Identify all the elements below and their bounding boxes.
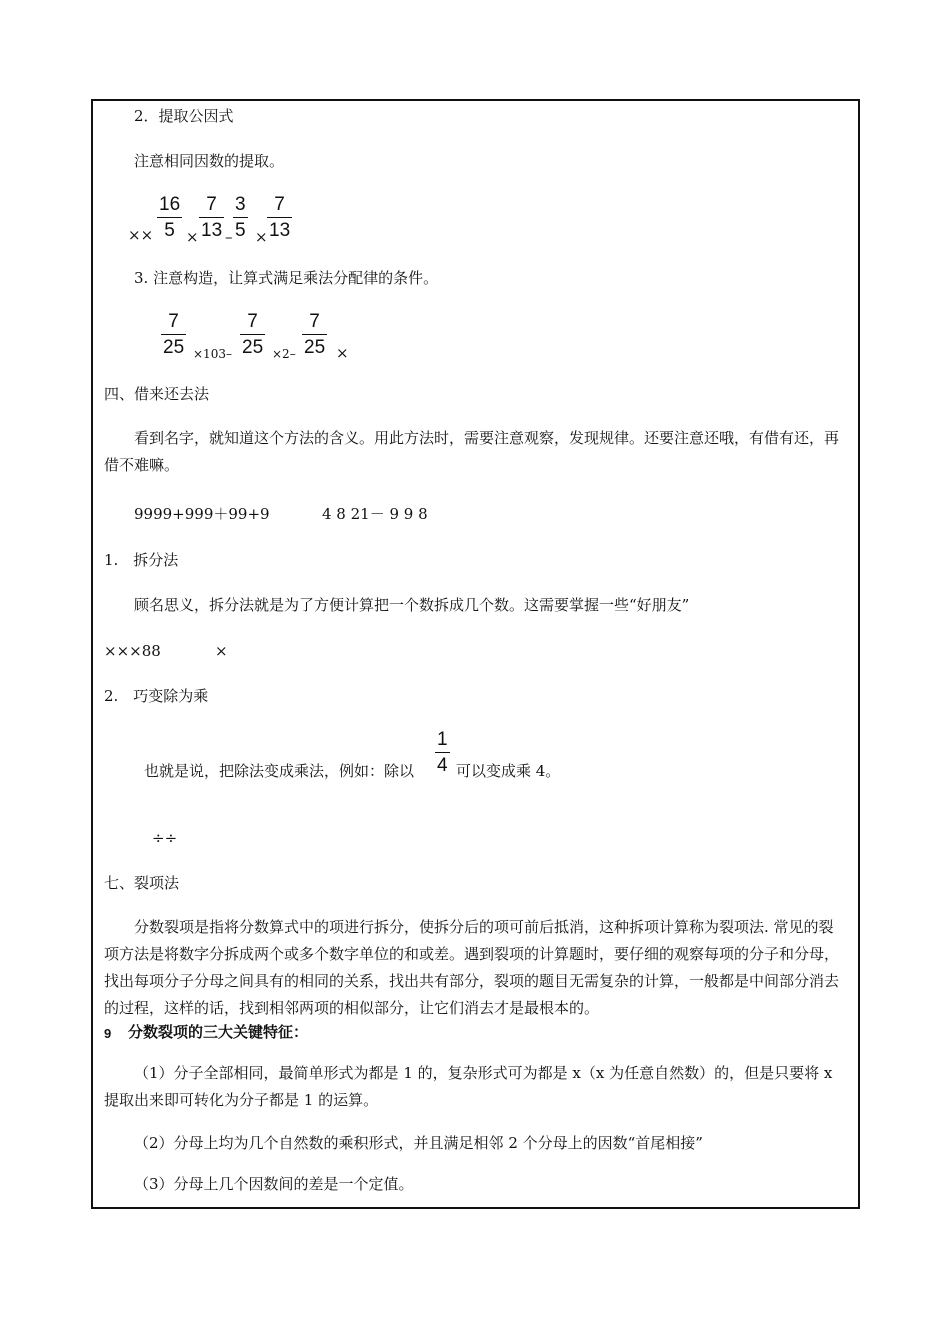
- formula1-fraction-b: [199, 194, 224, 242]
- formula1-op3: ×: [255, 228, 268, 246]
- fraction-numerator: 16: [159, 194, 181, 215]
- feature-item-2: （2）分母上均为几个自然数的乘积形式，并且满足相邻 2 个分母上的因数“首尾相接”: [134, 1134, 703, 1152]
- feature-item-1: （1）分子全部相同，最简单形式为都是 1 的，复杂形式可为都是 x（x 为任意自然数）的，但是只要将 x 提取出来即可转化为分子都是 1 的运算。: [104, 1064, 833, 1109]
- borrow-return-paragraph: 看到名字，就知道这个方法的含义。用此方法时，需要注意观察，发现规律。还要注意还哦，有借有还，再借不难嘛。: [104, 429, 840, 474]
- fraction-bar: [240, 334, 265, 335]
- split-terms-paragraph: 分数裂项是指将分数算式中的项进行拆分，使拆分后的项可前后抵消，这种拆项计算称为裂项法. 常见的裂项方法是将数字分拆成两个或多个数字单位的和或差。遇到裂项的计算题时，要仔细的观察每项的分子和分母，找出每项分子分母之间具有的相同的关系，找出共有部分，裂项的题目无需复杂的计算，一般都是中间部分消去的过程，这样的话，找到相邻两项的相似部分，让它们消去才是最根本的。: [104, 918, 840, 1017]
- divide-to-multiply-expr: ÷÷: [152, 829, 178, 847]
- fraction-numerator: 7: [247, 311, 258, 332]
- feature-item-3: （3）分母上几个因数间的差是一个定值。: [134, 1175, 414, 1193]
- formula2-fraction-c: [302, 311, 327, 359]
- fraction-bar: [302, 334, 327, 335]
- fraction-numerator: 7: [274, 194, 285, 215]
- borrow-return-expr2: 4 8 21－ 9 9 8: [322, 505, 428, 523]
- fraction-bar: [161, 334, 186, 335]
- common-factor-note: 注意相同因数的提取。: [134, 152, 285, 170]
- formula2-op1: ×103–: [193, 347, 232, 361]
- fraction-denominator: 25: [163, 337, 185, 358]
- fraction-denominator: 5: [164, 220, 175, 241]
- fraction-bar: [157, 217, 182, 218]
- divide-to-multiply-text2: 可以变成乘 4。: [456, 762, 561, 780]
- formula1-fraction-c: [233, 194, 248, 242]
- method-heading-divide-to-multiply: 2. 巧变除为乘: [104, 687, 209, 705]
- formula1-prefix: ××: [128, 226, 154, 244]
- formula2-op2: ×2–: [272, 347, 296, 361]
- fraction-bar: [267, 217, 292, 218]
- fraction-denominator: 5: [235, 220, 246, 241]
- section-heading-common-factor: 2．提取公因式: [134, 107, 234, 125]
- fraction-numerator: 7: [168, 311, 179, 332]
- fraction-bar: [435, 752, 450, 753]
- formula1-fraction-a: [157, 194, 182, 242]
- fraction-bar: [199, 217, 224, 218]
- formula2-fraction-a: [161, 311, 186, 359]
- fraction-denominator: 25: [304, 337, 326, 358]
- fraction-numerator: 7: [206, 194, 217, 215]
- split-paragraph: 顾名思义，拆分法就是为了方便计算把一个数拆成几个数。这需要掌握一些“好朋友”: [134, 596, 690, 614]
- fraction-numerator: 3: [235, 194, 246, 215]
- divide-to-multiply-text1: 也就是说，把除法变成乘法，例如：除以: [144, 762, 415, 780]
- formula1-op1: ×: [186, 228, 199, 246]
- fraction-numerator: 7: [309, 311, 320, 332]
- content-frame: [91, 99, 860, 1209]
- fraction-denominator: 13: [201, 220, 223, 241]
- formula1-op2: –: [225, 228, 233, 246]
- split-expr2: ×: [215, 642, 228, 660]
- formula2-fraction-b: [240, 311, 265, 359]
- fraction-denominator: 25: [242, 337, 264, 358]
- fraction-numerator: 1: [437, 729, 448, 750]
- formula2-op3: ×: [336, 344, 349, 362]
- fraction-denominator: 13: [269, 220, 291, 241]
- section-heading-construction: 3. 注意构造，让算式满足乘法分配律的条件。: [134, 269, 439, 287]
- bullet-marker: 9: [104, 1026, 112, 1041]
- borrow-return-expr1: 9999+999＋99+9: [134, 505, 270, 523]
- key-features-title: 分数裂项的三大关键特征：: [128, 1023, 309, 1041]
- method-heading-split: 1. 拆分法: [104, 551, 179, 569]
- fraction-denominator: 4: [437, 755, 448, 776]
- split-expr1: ×××88: [104, 642, 161, 660]
- section-heading-split-terms: 七、裂项法: [104, 874, 180, 892]
- formula1-fraction-d: [267, 194, 292, 242]
- section-heading-borrow-return: 四、借来还去法: [104, 385, 210, 403]
- divide-to-multiply-fraction: [435, 729, 450, 777]
- fraction-bar: [233, 217, 248, 218]
